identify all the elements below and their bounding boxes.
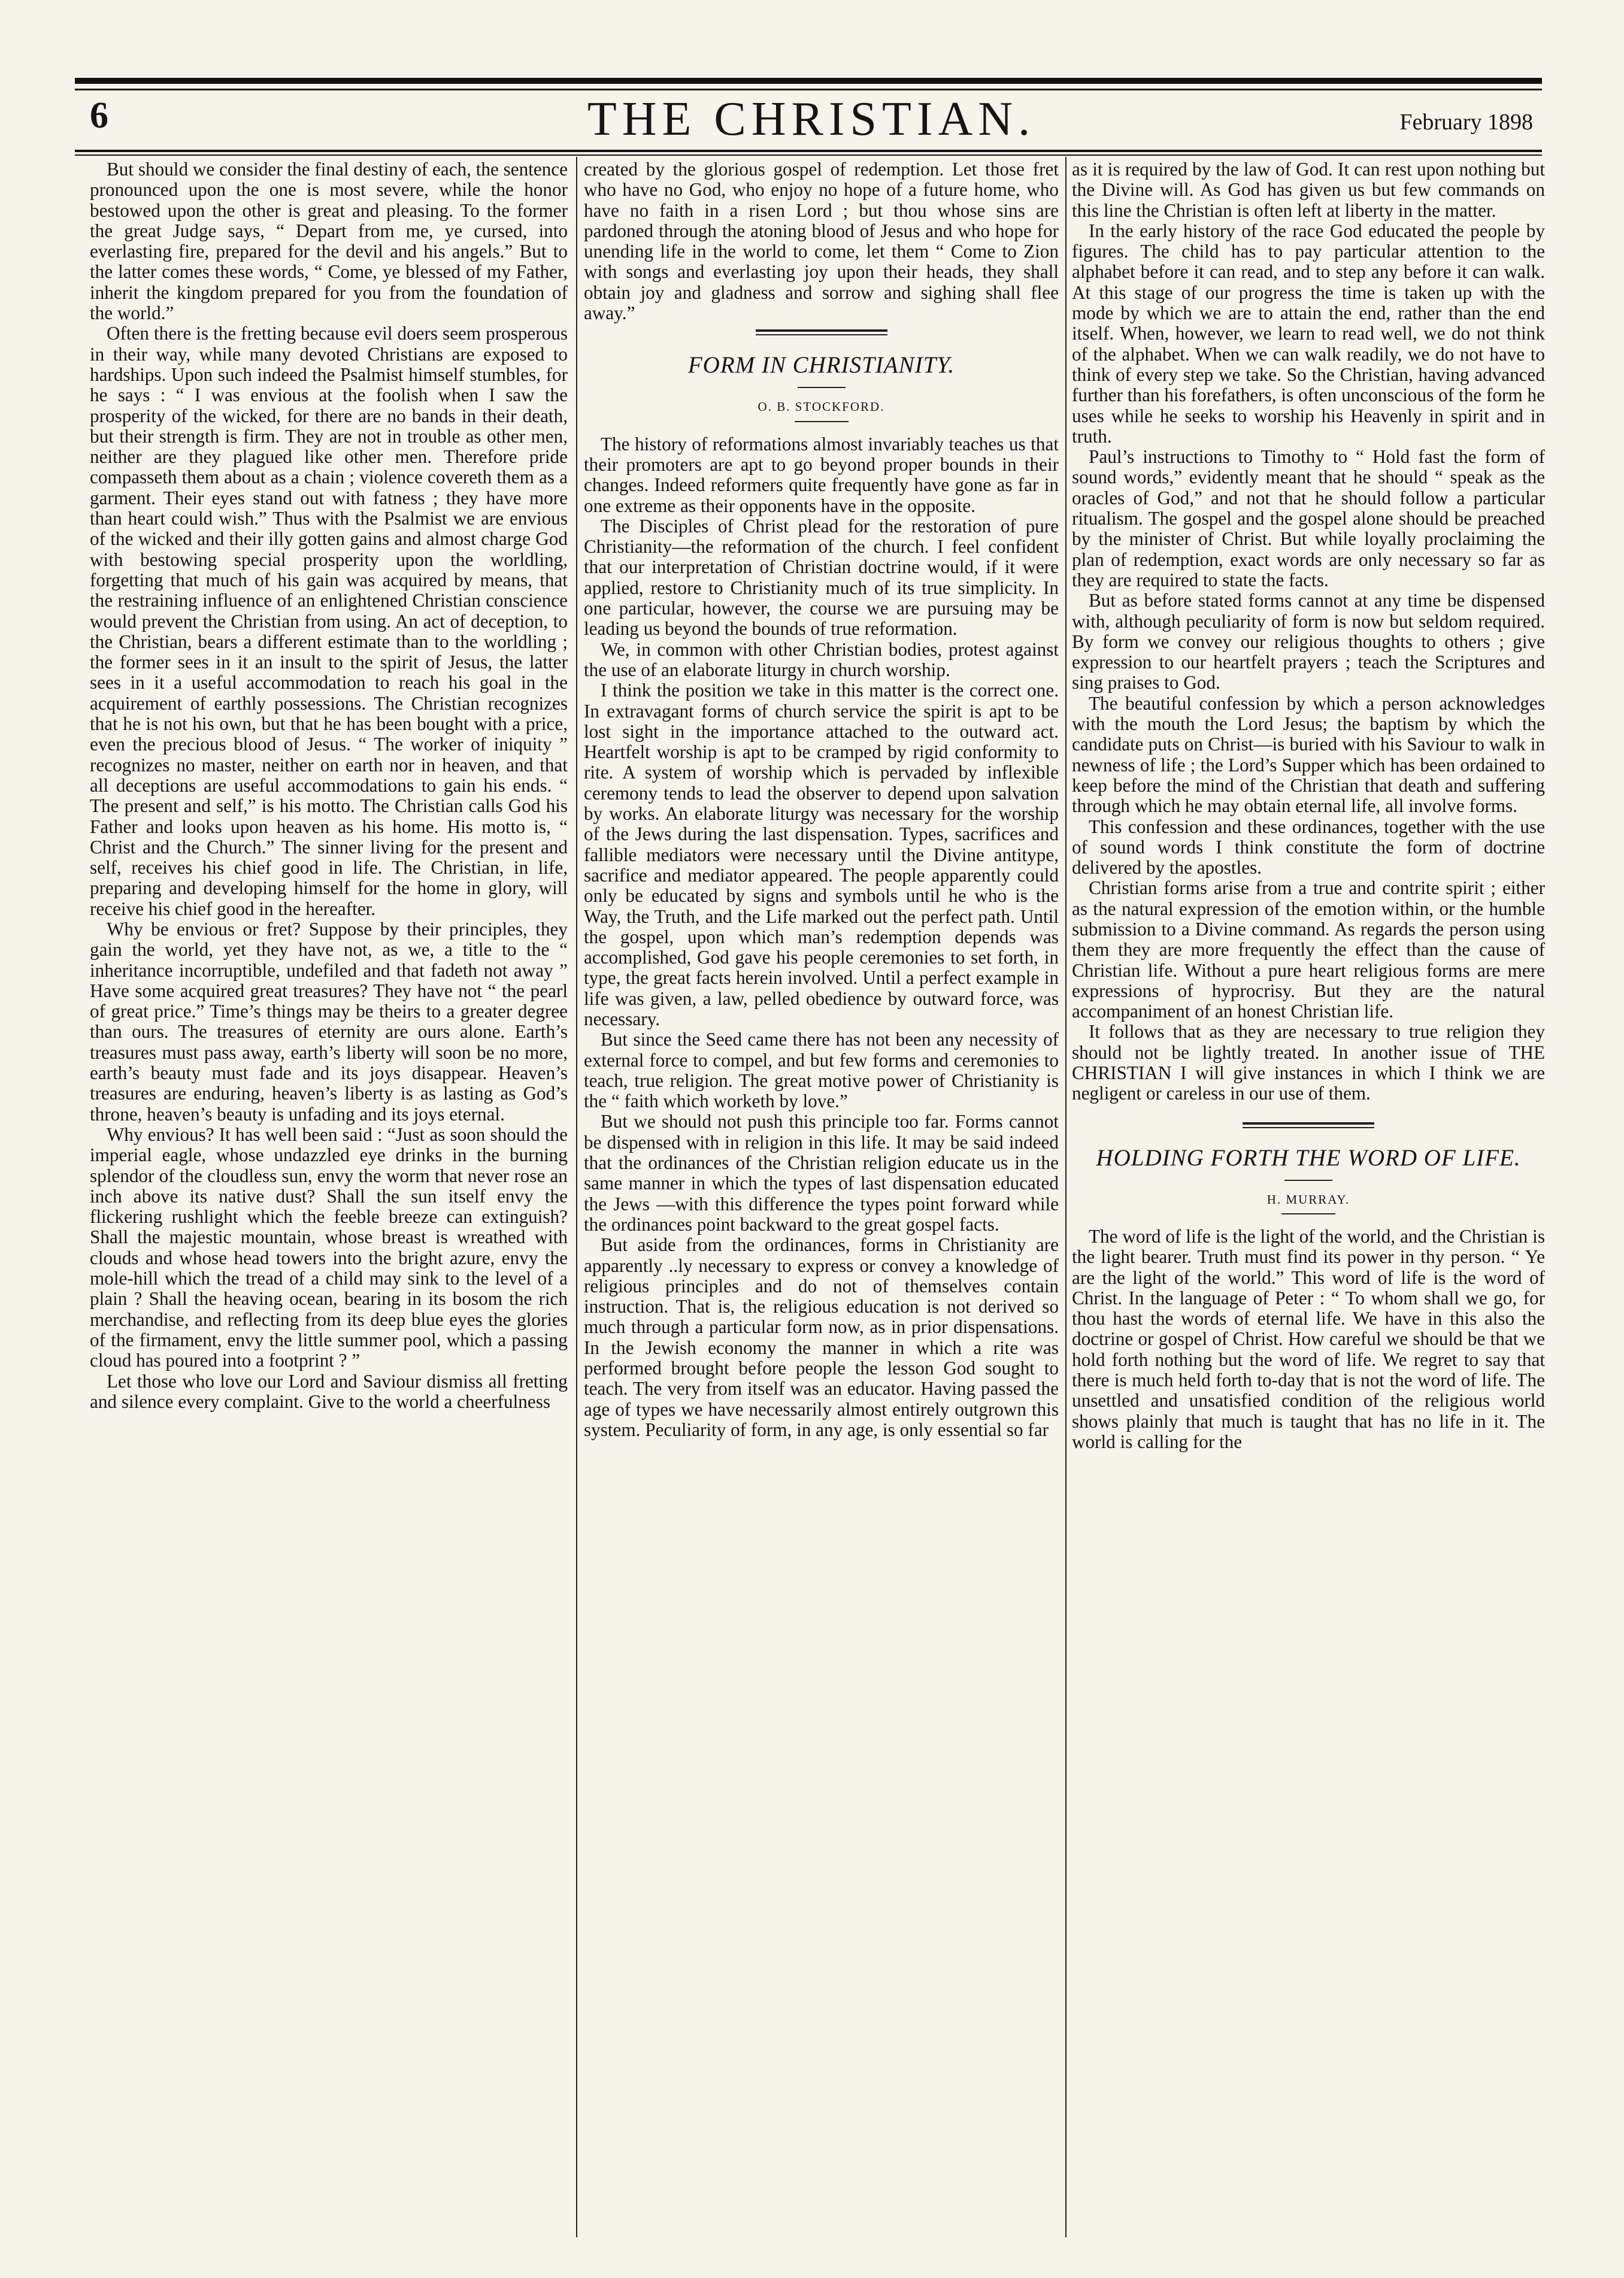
title-rule (1284, 1180, 1332, 1181)
masthead (90, 95, 1533, 150)
paragraph: But as before stated forms cannot at any time be dispensed with, although peculiarity of form is now but seldom required. By form we convey our religious thoughts to others ; give expression to our heartfelt prayers ; teach the Scriptures and sing praises to God. (1072, 590, 1545, 693)
paragraph: Paul’s instructions to Timothy to “ Hold fast the form of sound words,” evidently meant that he should “ speak as the oracles of God,” and not that he should follow a particular ritualism. The gospel and the gospel alone should be preached by the minister of Christ. But while loyally proclaiming the plan of redemption, exact words are only necessary so far as they are required to state the facts. (1072, 446, 1545, 590)
paragraph: Often there is the fretting because evil doers seem prosperous in their way, while many devoted Christians are exposed to hardships. Upon such indeed the Psalmist himself stumbles, for he says : “ I was envious at the foolish when I saw the prosperity of the wicked, for there are no bands in their death, but their strength is firm. They are not in trouble as other men, neither are they plagued like other men. Therefore pride compasseth them about as a chain ; violence covereth them as a garment. Their eyes stand out with fatness ; they have more than heart could wish.” Thus with the Psalmist we are envious of the wicked and their illy gotten gains and almost charge God with bestowing special prosperity upon the worldling, forgetting that much of his gain was acquired by means, that the restraining influence of an enlightened Christian conscience would prevent the Christian from using. An act of deception, to the Christian, bears a different estimate than to the worldling ; the former sees in it an insult to the spirit of Jesus, the latter sees in it a useful accommodation to reach his goal in the acquirement of earthly possessions. The Christian recognizes that he is not his own, but that he has been bought with a price, even the precious blood of Jesus. “ The worker of iniquity ” recognizes no master, neither on earth nor in heaven, and that all deceptions are useful accommodations to gain his ends. “ The present and self,” is his motto. The Christian calls God his Father and looks upon heaven as his home. His motto is, “ Christ and the Church.” The sinner living for the present and self, receives his chief good in life. The Christian, in life, preparing and developing himself for the home in glory, will receive his chief good in the hereafter. (90, 323, 568, 919)
article-author: H. MURRAY. (1267, 1192, 1350, 1207)
issue-date: February 1898 (1399, 110, 1533, 135)
author-rule (795, 421, 849, 422)
word-article-body (1072, 1226, 1545, 1452)
article-separator (756, 329, 887, 335)
paragraph: But we should not push this principle too far. Forms cannot be dispensed with in religion in this life. It may be said indeed that the ordinances of the Christian religion educate us in the same manner in which the types of last dispensation educated the Jews —with this difference the types point forward while the ordinances point backward to the great gospel facts. (584, 1111, 1059, 1235)
column-1-paragraphs (90, 159, 568, 1412)
paragraph: as it is required by the law of God. It can rest upon nothing but the Divine will. As God has given us but few commands on this line the Christian is often left at liberty in the matter. (1072, 159, 1545, 221)
paragraph: The beautiful confession by which a person acknowledges with the mouth the Lord Jesus; the baptism by which the candidate puts on Christ—is buried with his Saviour to walk in newness of life ; the Lord’s Supper which has been ordained to keep before the mind of the Christian that death and suffering through which he may obtain eternal life, all involve forms. (1072, 692, 1545, 817)
paragraph: The word of life is the light of the world, and the Christian is the light bearer. Truth must find its power in thy person. “ Ye are the light of the world.” This word of life is the word of Christ. In the language of Peter : “ To whom shall we go, for thou hast the words of eternal life. We have in this also the doctrine or gospel of Christ. How careful we should be that we hold forth nothing but the word of life. We regret to say that there is much held forth to-day that is not the word of life. The unsettled and unsatisfied condition of the religious world shows plainly that much is taught that has no life in it. The world is calling for the (1072, 1225, 1545, 1452)
paragraph: It follows that as they are necessary to true religion they should not be lightly treated. In another issue of THE CHRISTIAN I will give instances in which I think we are negligent or careless in our use of them. (1072, 1021, 1545, 1104)
author-rule (1281, 1213, 1335, 1214)
form-article-body (584, 434, 1059, 1441)
title-rule (798, 387, 846, 388)
paragraph: I think the position we take in this matter is the correct one. In extravagant forms of church service the spirit is apt to be lost sight in the importance attached to the outward act. Heartfelt worship is apt to be cramped by rigid conformity to rite. A system of worship which is pervaded by inflexible ceremony tends to lead the observer to depend upon salvation by works. An elaborate liturgy was necessary for the worship of the Jews during the last dispensation. Types, sacrifices and fallible mediators were necessary until the Divine antitype, sacrifice and mediator appeared. The people apparently could only be educated by signs and symbols until he who is the Way, the Truth, and the Life marked out the perfect path. Until the gospel, upon which man’s redemption depends was accomplished, God gave his people ceremonies to set forth, in type, the great facts herein involved. Until a perfect example in life was given, a law, pelled obedience by outward force, was necessary. (584, 680, 1059, 1029)
paragraph: This confession and these ordinances, together with the use of sound words I think constitute the form of doctrine delivered by the apostles. (1072, 816, 1545, 879)
paragraph: Let those who love our Lord and Saviour dismiss all fretting and silence every complaint. Give to the world a cheerfulness (90, 1370, 568, 1412)
column-divider-1 (576, 157, 577, 2237)
form-article-continuation (1072, 159, 1545, 1104)
newspaper-title: THE CHRISTIAN. (587, 93, 1036, 146)
paragraph: We, in common with other Christian bodies, protest against the use of an elaborate liturgy in church worship. (584, 638, 1059, 680)
page-number: 6 (90, 95, 108, 136)
top-rule-thin (75, 89, 1542, 90)
paragraph: The Disciples of Christ plead for the restoration of pure Christianity—the reformation of the church. I feel confident that our interpretation of Christian doctrine would, if it were applied, restore to Christianity much of its true simplicity. In one particular, however, the course we are pursuing may be leading us beyond the bounds of true reformation. (584, 515, 1059, 640)
paragraph: The history of reformations almost invariably teaches us that their promoters are apt to go beyond proper bounds in their changes. Indeed reformers quite frequently have gone as far in one extreme as their opponents have in the opposite. (584, 433, 1059, 516)
masthead-rule (75, 150, 1542, 152)
column-2 (584, 159, 1059, 2237)
paragraph: created by the glorious gospel of redemption. Let those fret who have no God, who enjoy no hope of a future home, who have no faith in a risen Lord ; but thou whose sins are pardoned through the atoning blood of Jesus and who hope for unending life in the world to come, let them “ Come to Zion with songs and everlasting joy upon their heads, they shall obtain joy and gladness and sorrow and sighing shall flee away.” (584, 159, 1059, 324)
paragraph: Why be envious or fret? Suppose by their principles, they gain the world, yet they have not, as we, a title to the “ inheritance incorruptible, undefiled and that fadeth not away ” Have some acquired great treasures? They have not “ the pearl of great price.” Time’s things may be theirs to a greater degree than ours. The treasures of eternity are ours alone. Earth’s treasures must pass away, earth’s liberty will soon be no more, earth’s beauty must fade and its joys disappear. Heaven’s treasures are enduring, heaven’s liberty is as lasting as God’s throne, heaven’s beauty is unfading and its joys eternal. (90, 918, 568, 1125)
paragraph: But since the Seed came there has not been any necessity of external force to compel, and but few forms and ceremonies to teach, true religion. The great motive power of Christianity is the “ faith which worketh by love.” (584, 1029, 1059, 1112)
article-author: O. B. STOCKFORD. (758, 399, 885, 414)
paragraph: In the early history of the race God educated the people by figures. The child has to pay particular attention to the alphabet before it can read, and to step any before it can walk. At this stage of our progress the time is taken up with the mode by which we are to attain the end, rather than the end itself. When, however, we learn to read well, we do not think of the alphabet. When we can walk readily, we do not have to think of every step we take. So the Christian, having advanced further than his forefathers, is often unconscious of the form he uses while he seeks to worship his Heavenly in spirit and in truth. (1072, 220, 1545, 447)
column-1 (90, 159, 568, 2237)
article-title: FORM IN CHRISTIANITY. (687, 352, 955, 378)
paragraph: Why envious? It has well been said : “Just as soon should the imperial eagle, whose undazzled eye drinks in the burning splendor of the cloudless sun, envy the worm that never rose an inch above its native dust? Shall the sun itself envy the flickering rushlight which the feeble breeze can extinguish? Shall the majestic mountain, whose breast is wreathed with clouds and whose head towers into the bright azure, envy the mole-hill which the tread of a child may sink to the level of a plain ? Shall the heaving ocean, bearing in its bosom the rich merchandise, and reflecting from its deep blue eyes the glories of the firmament, envy the little summer pool, which a passing cloud has poured into a footprint ? ” (90, 1123, 568, 1371)
column-divider-2 (1065, 157, 1066, 2237)
previous-article-continuation (584, 159, 1059, 323)
top-rule (75, 78, 1542, 84)
article-title: HOLDING FORTH THE WORD OF LIFE. (1096, 1144, 1521, 1171)
paragraph: But should we consider the final destiny of each, the sentence pronounced upon the one is most severe, while the honor bestowed upon the other is great and pleasing. To the former the great Judge says, “ Depart from me, ye cursed, into everlasting fire, prepared for the devil and his angels.” But to the latter comes these words, “ Come, ye blessed of my Father, inherit the kingdom prepared for you from the foundation of the world.” (90, 159, 568, 324)
column-3 (1072, 159, 1545, 2237)
paragraph: Christian forms arise from a true and contrite spirit ; either as the natural expression of the emotion within, or the humble submission to a Divine command. As regards the person using them they are more frequently the effect than the cause of Christian life. Without a pure heart religious forms are mere expressions of hyprocrisy. But they are the natural accompaniment of an honest Christian life. (1072, 877, 1545, 1022)
paragraph: But aside from the ordinances, forms in Christianity are apparently ..ly necessary to express or convey a knowledge of religious principles and do not of themselves contain instruction. That is, the religious education is not derived so much through a particular form now, as in prior dispensations. In the Jewish economy the manner in which a rite was performed brought before people the lesson God sought to teach. The very from itself was an educator. Having passed the age of types we have necessarily almost entirely outgrown this system. Peculiarity of form, in any age, is only essential so far (584, 1234, 1059, 1440)
article-separator (1243, 1122, 1374, 1128)
masthead-rule-thin (75, 155, 1542, 156)
